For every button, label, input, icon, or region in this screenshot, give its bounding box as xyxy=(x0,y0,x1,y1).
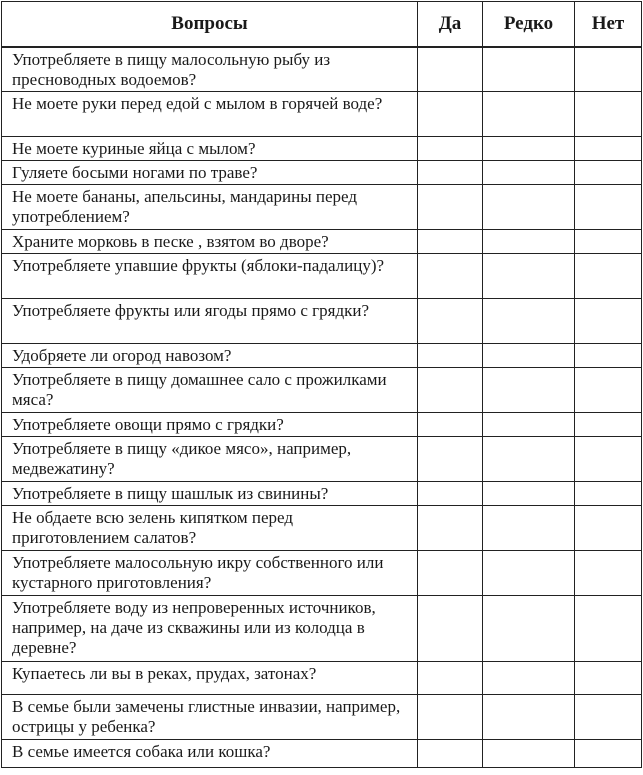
answer-cell-yes[interactable] xyxy=(418,695,483,740)
question-cell: Употребляете упавшие фрукты (яблоки-падалицу)? xyxy=(2,254,418,299)
answer-cell-rarely[interactable] xyxy=(483,47,575,92)
answer-cell-no[interactable] xyxy=(575,230,642,254)
answer-cell-yes[interactable] xyxy=(418,596,483,662)
answer-cell-yes[interactable] xyxy=(418,368,483,413)
answer-cell-rarely[interactable] xyxy=(483,185,575,230)
question-cell: Употребляете в пищу домашнее сало с прожилками мяса? xyxy=(2,368,418,413)
answer-cell-no[interactable] xyxy=(575,437,642,482)
answer-cell-no[interactable] xyxy=(575,740,642,768)
answer-cell-rarely[interactable] xyxy=(483,740,575,768)
answer-cell-rarely[interactable] xyxy=(483,299,575,344)
table-row xyxy=(2,92,642,137)
answer-cell-rarely[interactable] xyxy=(483,368,575,413)
questionnaire-table xyxy=(1,1,642,768)
answer-cell-rarely[interactable] xyxy=(483,413,575,437)
answer-cell-no[interactable] xyxy=(575,92,642,137)
answer-cell-yes[interactable] xyxy=(418,161,483,185)
answer-cell-no[interactable] xyxy=(575,413,642,437)
table-body xyxy=(2,47,642,768)
answer-cell-yes[interactable] xyxy=(418,551,483,596)
table-row xyxy=(2,344,642,368)
answer-cell-rarely[interactable] xyxy=(483,254,575,299)
answer-cell-rarely[interactable] xyxy=(483,137,575,161)
answer-cell-rarely[interactable] xyxy=(483,230,575,254)
question-cell: Не моете руки перед едой с мылом в горячей воде? xyxy=(2,92,418,137)
question-cell: Употребляете малосольную икру собственного или кустарного приготовления? xyxy=(2,551,418,596)
answer-cell-no[interactable] xyxy=(575,695,642,740)
question-cell: В семье имеется собака или кошка? xyxy=(2,740,418,768)
header-rarely: Редко xyxy=(483,2,575,48)
table-row xyxy=(2,230,642,254)
answer-cell-yes[interactable] xyxy=(418,413,483,437)
table-row xyxy=(2,161,642,185)
answer-cell-no[interactable] xyxy=(575,344,642,368)
answer-cell-yes[interactable] xyxy=(418,230,483,254)
question-cell: Купаетесь ли вы в реках, прудах, затонах? xyxy=(2,662,418,695)
answer-cell-yes[interactable] xyxy=(418,662,483,695)
question-cell: Удобряете ли огород навозом? xyxy=(2,344,418,368)
table-row xyxy=(2,368,642,413)
answer-cell-rarely[interactable] xyxy=(483,551,575,596)
answer-cell-no[interactable] xyxy=(575,299,642,344)
answer-cell-rarely[interactable] xyxy=(483,92,575,137)
answer-cell-no[interactable] xyxy=(575,47,642,92)
answer-cell-no[interactable] xyxy=(575,161,642,185)
table-row xyxy=(2,437,642,482)
answer-cell-no[interactable] xyxy=(575,482,642,506)
answer-cell-yes[interactable] xyxy=(418,47,483,92)
answer-cell-yes[interactable] xyxy=(418,482,483,506)
answer-cell-yes[interactable] xyxy=(418,254,483,299)
question-cell: Употребляете в пищу «дикое мясо», например, медвежатину? xyxy=(2,437,418,482)
question-cell: Не моете бананы, апельсины, мандарины перед употреблением? xyxy=(2,185,418,230)
question-cell: Храните морковь в песке , взятом во дворе? xyxy=(2,230,418,254)
answer-cell-yes[interactable] xyxy=(418,137,483,161)
answer-cell-rarely[interactable] xyxy=(483,506,575,551)
question-cell: Употребляете в пищу малосольную рыбу из пресноводных водоемов? xyxy=(2,47,418,92)
table-row xyxy=(2,662,642,695)
answer-cell-no[interactable] xyxy=(575,254,642,299)
answer-cell-no[interactable] xyxy=(575,506,642,551)
answer-cell-no[interactable] xyxy=(575,185,642,230)
answer-cell-yes[interactable] xyxy=(418,506,483,551)
question-cell: Гуляете босыми ногами по траве? xyxy=(2,161,418,185)
answer-cell-no[interactable] xyxy=(575,596,642,662)
answer-cell-yes[interactable] xyxy=(418,740,483,768)
answer-cell-yes[interactable] xyxy=(418,185,483,230)
table-row xyxy=(2,299,642,344)
table-row xyxy=(2,482,642,506)
question-cell: Употребляете овощи прямо с грядки? xyxy=(2,413,418,437)
question-cell: Не моете куриные яйца с мылом? xyxy=(2,137,418,161)
answer-cell-no[interactable] xyxy=(575,662,642,695)
answer-cell-rarely[interactable] xyxy=(483,344,575,368)
answer-cell-rarely[interactable] xyxy=(483,437,575,482)
answer-cell-rarely[interactable] xyxy=(483,482,575,506)
answer-cell-no[interactable] xyxy=(575,551,642,596)
answer-cell-yes[interactable] xyxy=(418,92,483,137)
table-row xyxy=(2,137,642,161)
answer-cell-rarely[interactable] xyxy=(483,161,575,185)
table-row xyxy=(2,185,642,230)
table-row xyxy=(2,413,642,437)
table-row xyxy=(2,695,642,740)
question-cell: Употребляете воду из непроверенных источников, например, на даче из скважины или из колодца в деревне? xyxy=(2,596,418,662)
header-no: Нет xyxy=(575,2,642,48)
question-cell: Употребляете фрукты или ягоды прямо с грядки? xyxy=(2,299,418,344)
table-row xyxy=(2,740,642,768)
header-row xyxy=(2,2,642,48)
table-row xyxy=(2,47,642,92)
question-cell: В семье были замечены глистные инвазии, например, острицы у ребенка? xyxy=(2,695,418,740)
header-yes: Да xyxy=(418,2,483,48)
answer-cell-yes[interactable] xyxy=(418,344,483,368)
answer-cell-rarely[interactable] xyxy=(483,662,575,695)
table-row xyxy=(2,506,642,551)
answer-cell-yes[interactable] xyxy=(418,437,483,482)
answer-cell-yes[interactable] xyxy=(418,299,483,344)
question-cell: Употребляете в пищу шашлык из свинины? xyxy=(2,482,418,506)
header-questions: Вопросы xyxy=(2,2,418,48)
answer-cell-rarely[interactable] xyxy=(483,596,575,662)
answer-cell-rarely[interactable] xyxy=(483,695,575,740)
answer-cell-no[interactable] xyxy=(575,368,642,413)
table-row xyxy=(2,551,642,596)
table-row xyxy=(2,254,642,299)
answer-cell-no[interactable] xyxy=(575,137,642,161)
question-cell: Не обдаете всю зелень кипятком перед приготовлением салатов? xyxy=(2,506,418,551)
table-row xyxy=(2,596,642,662)
